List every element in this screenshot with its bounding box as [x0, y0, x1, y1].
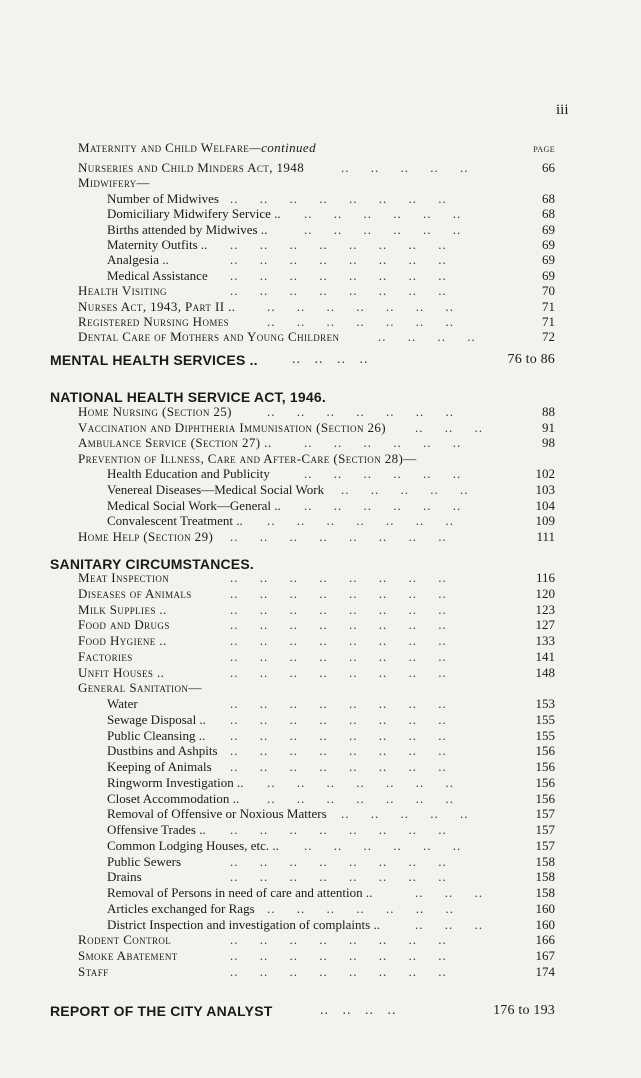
leader-dots: .. .. .. .. .. [341, 806, 469, 822]
toc-entry [0, 617, 641, 633]
toc-entry [0, 696, 641, 712]
entry-page: 156 [535, 774, 555, 790]
toc-entry [0, 649, 641, 665]
entry-page: 155 [535, 727, 555, 743]
leader-dots: .. .. .. .. .. .. .. [267, 513, 454, 529]
entry-page: 116 [535, 570, 555, 585]
entry-label: Factories [78, 648, 133, 664]
entry-label: Home Help (Section 29) [78, 528, 214, 544]
leader-dots: .. .. .. .. [320, 1003, 397, 1018]
entry-page: 158 [535, 853, 555, 869]
toc-entry [0, 466, 641, 482]
entry-label: Midwifery— [78, 175, 151, 191]
toc-entry [0, 775, 641, 791]
toc-entry [0, 222, 641, 238]
entry-label: Removal of Offensive or Noxious Matters [107, 806, 327, 822]
entry-label: Dental Care of Mothers and Young Children [78, 329, 340, 345]
toc-entry [0, 586, 641, 602]
toc-entry [0, 602, 641, 618]
entry-page: 68 [542, 190, 555, 206]
toc-entry [0, 482, 641, 498]
entry-page: 91 [542, 419, 555, 435]
leader-dots: .. .. .. .. .. .. .. .. [230, 601, 447, 617]
toc-entry [0, 268, 641, 284]
entry-label: Closet Accommodation .. [107, 790, 240, 806]
entry-page: 160 [535, 916, 555, 932]
leader-dots: .. .. .. .. .. .. .. [267, 298, 454, 314]
toc-entry [0, 822, 641, 838]
toc-entry [0, 665, 641, 681]
leader-dots: .. .. .. .. .. .. .. .. [230, 267, 447, 283]
toc-entry [0, 932, 641, 948]
entry-label: Medical Assistance [107, 267, 208, 283]
entry-page: 109 [535, 513, 555, 529]
leader-dots: .. .. .. .. .. .. .. .. [230, 822, 447, 837]
leader-dots: .. .. .. .. .. .. .. [267, 774, 454, 790]
entry-label: Rodent Control [78, 932, 172, 948]
entry-page: 69 [542, 252, 555, 268]
entry-page: 155 [535, 711, 555, 727]
entry-page: 102 [535, 466, 555, 482]
toc-entry [0, 252, 641, 268]
toc-entry [0, 917, 641, 933]
entry-label: Food Hygiene .. [78, 633, 167, 648]
leader-dots: .. .. .. .. .. .. .. .. [230, 190, 447, 206]
leader-dots: .. .. .. .. .. .. .. .. [230, 696, 447, 711]
entry-label: Home Nursing (Section 25) [78, 404, 232, 419]
entry-label: Number of Midwives [107, 190, 219, 206]
toc-entry [0, 420, 641, 436]
leader-dots: .. .. .. .. .. .. .. .. [230, 932, 447, 948]
toc-entry [0, 728, 641, 744]
leader-dots: .. .. .. .. .. .. .. [267, 900, 454, 916]
leader-dots: .. .. .. .. .. .. .. [267, 404, 454, 419]
toc-entry [0, 680, 641, 696]
toc-entry [0, 175, 641, 191]
toc-entry [0, 329, 641, 345]
entry-page: 141 [535, 648, 555, 664]
entry-label: Convalescent Treatment .. [107, 513, 243, 529]
entry-page: 153 [535, 696, 555, 711]
entry-label: Unfit Houses .. [78, 664, 165, 680]
entry-label: Registered Nursing Homes [78, 314, 230, 329]
toc-entry [0, 885, 641, 901]
entry-page: 120 [535, 585, 555, 601]
toc-entry [0, 299, 641, 315]
entry-page: 157 [535, 837, 555, 853]
leader-dots: .. .. .. .. .. .. .. .. [230, 528, 447, 544]
entry-page: 148 [535, 664, 555, 680]
entry-page: 156 [535, 790, 555, 806]
entry-label: Domiciliary Midwifery Service .. [107, 206, 281, 222]
leader-dots: .. .. .. .. .. .. [304, 466, 462, 482]
toc-entry [0, 806, 641, 822]
toc-entry [0, 191, 641, 207]
toc-entry [0, 869, 641, 885]
toc-entry [0, 513, 641, 529]
entry-page: 88 [542, 404, 555, 419]
entry-page: 104 [535, 497, 555, 513]
leader-dots: .. .. .. .. .. .. [304, 221, 462, 237]
leader-dots: .. .. .. .. .. .. .. .. [230, 711, 447, 727]
entry-page: 127 [535, 617, 555, 633]
entry-page: 156 [535, 743, 555, 759]
leader-dots: .. .. .. [415, 419, 483, 435]
leader-dots: .. .. .. .. [292, 352, 369, 367]
entry-page: 133 [535, 633, 555, 648]
entry-label: Venereal Diseases—Medical Social Work [107, 482, 325, 497]
leader-dots: .. .. .. .. .. .. .. .. [230, 252, 447, 268]
leader-dots: .. .. .. .. .. [341, 482, 469, 497]
entry-page: 166 [535, 932, 555, 948]
entry-page: 123 [535, 601, 555, 617]
entry-label: Common Lodging Houses, etc. .. [107, 837, 279, 853]
leader-dots: .. .. .. .. .. .. .. [267, 790, 454, 806]
city-analyst-heading: REPORT OF THE CITY ANALYST [50, 1003, 273, 1019]
leader-dots: .. .. .. [415, 885, 483, 900]
toc-entry [0, 451, 641, 467]
entry-page: 98 [542, 435, 555, 451]
leader-dots: .. .. .. .. .. [341, 160, 469, 175]
entry-label: Health Visiting [78, 283, 167, 299]
page-number: iii [556, 102, 569, 118]
section-title: Maternity and Child Welfare—continued [78, 140, 316, 155]
leader-dots: .. .. .. .. .. .. .. .. [230, 948, 447, 963]
entry-page: 156 [535, 759, 555, 774]
entry-page: 69 [542, 221, 555, 237]
toc-entry [0, 743, 641, 759]
entry-label: Nurseries and Child Minders Act, 1948 [78, 160, 305, 175]
entry-label: Health Education and Publicity [107, 466, 270, 482]
entry-label: Vaccination and Diphtheria Immunisation (Section 26) [78, 419, 387, 435]
toc-entry [0, 948, 641, 964]
entry-label: Diseases of Animals [78, 585, 192, 601]
section-header-maternity [0, 140, 641, 156]
mental-health-pages: 76 to 86 [507, 352, 555, 367]
leader-dots: .. .. .. .. .. .. .. .. [230, 633, 447, 648]
toc-entry [0, 633, 641, 649]
leader-dots: .. .. .. .. .. .. [304, 435, 462, 451]
leader-dots: .. .. .. .. .. .. .. .. [230, 727, 447, 743]
entry-page: 158 [535, 869, 555, 885]
entry-page: 68 [542, 206, 555, 222]
toc-entry [0, 854, 641, 870]
toc-entry [0, 498, 641, 514]
entry-page: 70 [542, 283, 555, 299]
leader-dots: .. .. .. .. .. .. .. .. [230, 743, 447, 759]
toc-entry [0, 283, 641, 299]
entry-page: 71 [542, 298, 555, 314]
toc-entry [0, 838, 641, 854]
leader-dots: .. .. .. .. .. .. .. .. [230, 664, 447, 680]
entry-label: Medical Social Work—General .. [107, 497, 281, 513]
entry-label: Milk Supplies .. [78, 601, 167, 617]
entry-label: Public Sewers [107, 853, 182, 869]
toc-entry [0, 160, 641, 176]
leader-dots: .. .. .. .. .. .. .. .. [230, 570, 447, 585]
entry-label: District Inspection and investigation of complaints .. [107, 916, 380, 932]
entry-label: Food and Drugs [78, 617, 170, 633]
entry-label: Removal of Persons in need of care and attention .. [107, 885, 373, 900]
toc-entry [0, 314, 641, 330]
leader-dots: .. .. .. .. .. .. .. .. [230, 963, 447, 979]
entry-label: Water [107, 696, 138, 711]
entry-page: 111 [536, 528, 555, 544]
entry-label: Dustbins and Ashpits [107, 743, 218, 759]
toc-entry [0, 964, 641, 980]
leader-dots: .. .. .. .. .. .. .. .. [230, 617, 447, 633]
entry-label: Offensive Trades .. [107, 822, 206, 837]
toc-entry [0, 529, 641, 545]
entry-page: 66 [542, 160, 555, 175]
toc-entry [0, 759, 641, 775]
entry-page: 167 [535, 948, 555, 963]
leader-dots: .. .. .. .. .. .. .. [267, 314, 454, 329]
leader-dots: .. .. .. .. .. .. [304, 837, 462, 853]
leader-dots: .. .. .. .. .. .. .. .. [230, 585, 447, 601]
entry-page: 158 [535, 885, 555, 900]
entry-label: Articles exchanged for Rags [107, 900, 255, 916]
leader-dots: .. .. .. .. [378, 329, 476, 345]
entry-page: 103 [535, 482, 555, 497]
leader-dots: .. .. .. [415, 916, 483, 932]
toc-entry [0, 791, 641, 807]
entry-page: 69 [542, 267, 555, 283]
toc-entry [0, 206, 641, 222]
entry-label: General Sanitation— [78, 680, 202, 696]
entry-label: Ringworm Investigation .. [107, 774, 244, 790]
sanitary-heading: SANITARY CIRCUMSTANCES. [50, 556, 254, 572]
leader-dots: .. .. .. .. .. .. .. .. [230, 759, 447, 774]
leader-dots: .. .. .. .. .. .. .. .. [230, 648, 447, 664]
entry-label: Analgesia .. [107, 252, 169, 268]
entry-label: Keeping of Animals [107, 759, 212, 774]
leader-dots: .. .. .. .. .. .. .. .. [230, 853, 447, 869]
entry-label: Ambulance Service (Section 27) .. [78, 435, 272, 451]
toc-entry [0, 570, 641, 586]
entry-page: 174 [535, 963, 555, 979]
city-analyst-pages: 176 to 193 [493, 1003, 555, 1018]
page-column-label: page [533, 141, 555, 155]
toc-entry [0, 901, 641, 917]
toc-entry [0, 712, 641, 728]
leader-dots: .. .. .. .. .. .. .. .. [230, 237, 447, 252]
leader-dots: .. .. .. .. .. .. [304, 206, 462, 222]
entry-label: Drains [107, 869, 142, 885]
entry-page: 157 [535, 806, 555, 822]
toc-entry [0, 435, 641, 451]
entry-page: 69 [542, 237, 555, 252]
leader-dots: .. .. .. .. .. .. [304, 497, 462, 513]
entry-label: Nurses Act, 1943, Part II .. [78, 298, 236, 314]
entry-label: Staff [78, 963, 109, 979]
entry-page: 71 [542, 314, 555, 329]
entry-label: Births attended by Midwives .. [107, 221, 268, 237]
entry-label: Maternity Outfits .. [107, 237, 208, 252]
leader-dots: .. .. .. .. .. .. .. .. [230, 869, 447, 885]
toc-entry [0, 237, 641, 253]
entry-page: 160 [535, 900, 555, 916]
entry-page: 157 [535, 822, 555, 837]
entry-label: Prevention of Illness, Care and After-Care (Section 28)— [78, 450, 417, 466]
city-analyst-entry [0, 1002, 641, 1020]
mental-health-entry [0, 351, 641, 369]
entry-page: 72 [542, 329, 555, 345]
toc-entry [0, 404, 641, 420]
mental-health-heading: MENTAL HEALTH SERVICES .. [50, 352, 258, 368]
entry-label: Sewage Disposal .. [107, 711, 206, 727]
leader-dots: .. .. .. .. .. .. .. .. [230, 283, 447, 299]
entry-label: Public Cleansing .. [107, 727, 206, 743]
nhs-heading: NATIONAL HEALTH SERVICE ACT, 1946. [50, 389, 326, 405]
entry-label: Meat Inspection [78, 570, 170, 585]
entry-label: Smoke Abatement [78, 948, 178, 963]
